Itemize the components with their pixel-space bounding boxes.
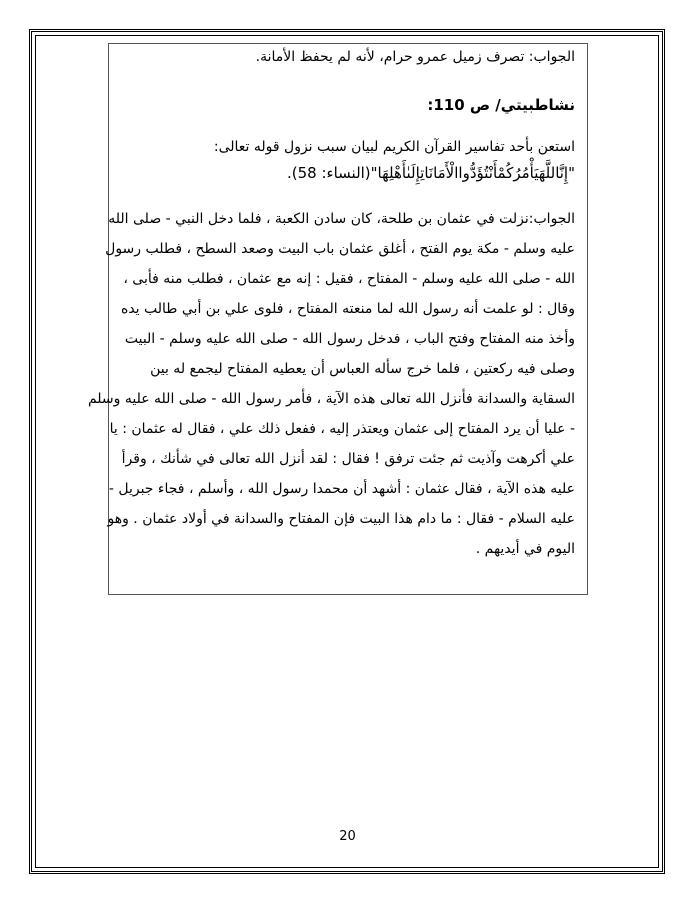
activity-heading: نشاطبيتي/ ص 110: [427,96,575,114]
body-line: الجواب:نزلت في عثمان بن طلحة، كان سادن الكعبة ، فلما دخل النبي - صلى الله [108,211,575,227]
instruction-line: استعن بأحد تفاسير القرآن الكريم لبيان سبب نزول قوله تعالى: [213,139,575,155]
body-line: عليه وسلم - مكة يوم الفتح ، أغلق عثمان باب البيت وصعد السطح ، فطلب رسول [105,241,575,257]
body-line: وصلى فيه ركعتين ، فلما خرج سأله العباس أن يعطيه المفتاح ليجمع له بين [150,361,575,377]
answer-line: الجواب: تصرف زميل عمرو حرام، لأنه لم يحفظ الأمانة. [255,49,575,65]
body-line: - عليا أن يرد المفتاح إلى عثمان ويعتذر إليه ، ففعل ذلك علي ، فقال له عثمان : يا [109,421,575,437]
answer-box [87,43,588,595]
body-line: وأخذ منه المفتاح وفتح الباب ، فدخل رسول الله - صلى الله عليه وسلم - البيت [124,331,575,347]
body-line: علي أكرهت وآذيت ثم جئت ترفق ! فقال : لقد أنزل الله تعالى في شأنك ، وقرأ [121,451,575,467]
body-line: السقاية والسدانة فأنزل الله تعالى هذه الآية ، فأمر رسول الله - صلى الله عليه وسلم [87,391,575,407]
body-line: اليوم في أيديهم . [475,541,575,557]
body-line: عليه السلام - فقال : ما دام هذا البيت فإن المفتاح والسدانة في أولاد عثمان . وهو [107,511,575,527]
body-line: عليه هذه الآية ، فقال عثمان : أشهد أن محمدا رسول الله ، وأسلم ، فجاء جبريل - [108,481,575,497]
quran-verse: "إِنَّاللَّهَيَأْمُرُكُمْأَنْتُؤَدُّواالْأَمَانَاتِإِلَىٰأَهْلِهَا"(النساء: 58). [287,164,575,182]
page-number: 20 [339,829,356,844]
body-line: الله - صلى الله عليه وسلم - المفتاح ، فقيل : إنه مع عثمان ، فطلب منه فأبى ، [123,271,575,287]
body-line: وقال : لو علمت أنه رسول الله لما منعته المفتاح ، فلوى علي بن أبي طالب يده [120,301,575,317]
